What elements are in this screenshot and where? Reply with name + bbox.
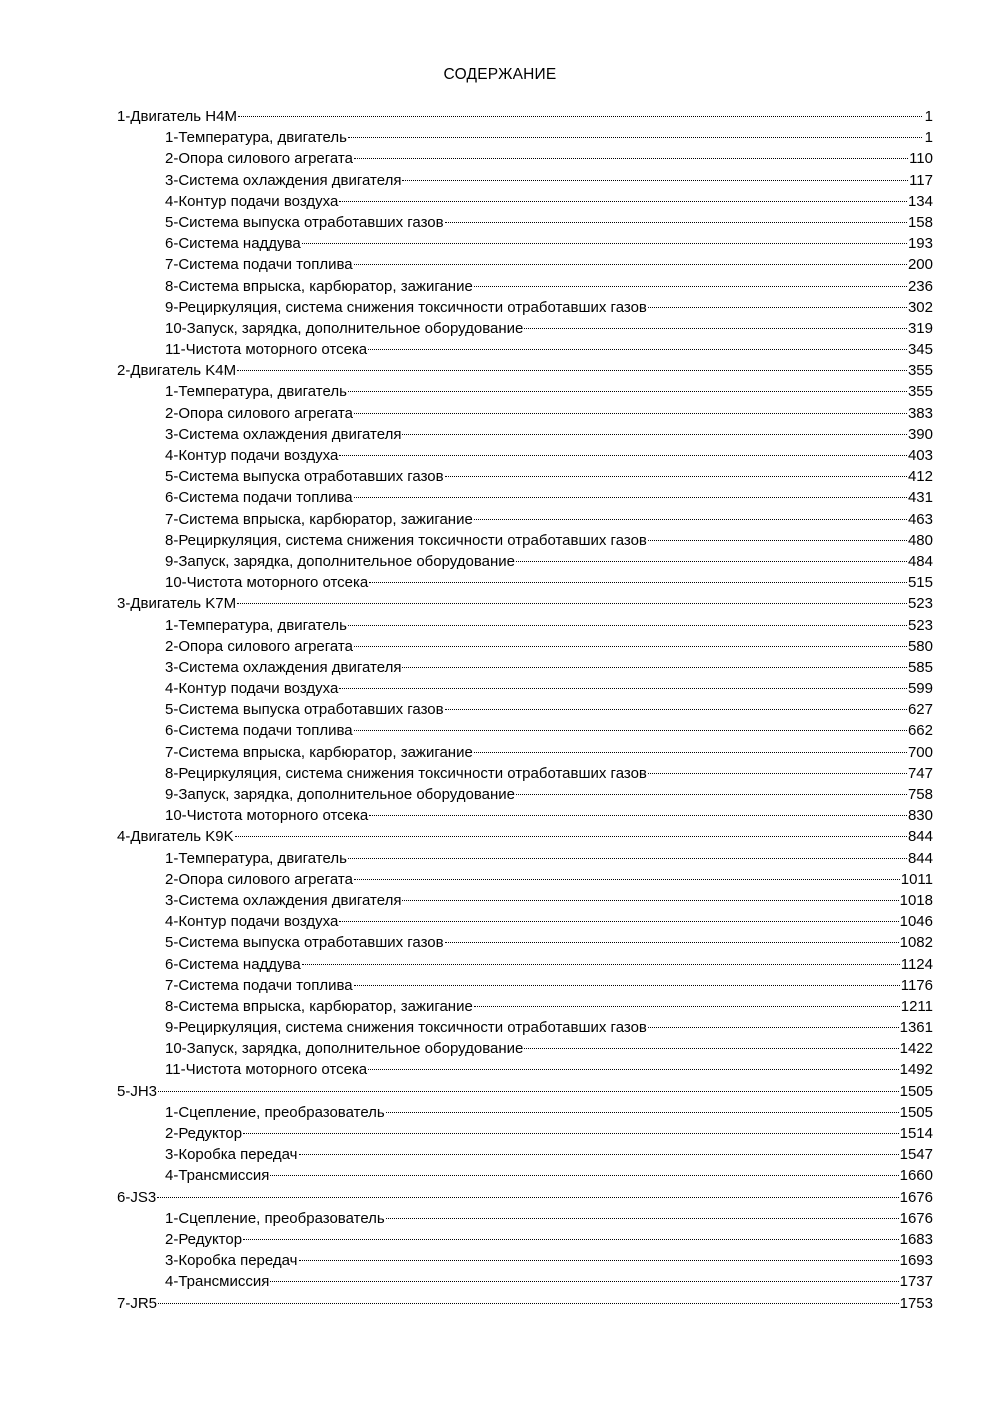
toc-subsection-entry[interactable] [117, 509, 933, 530]
toc-entry-label: 3-Коробка передач [165, 1252, 298, 1270]
dot-leader [402, 667, 907, 668]
toc-page-number: 345 [907, 341, 933, 359]
toc-page-number: 383 [907, 404, 933, 422]
toc-page-number: 830 [907, 807, 933, 825]
dot-leader [368, 349, 907, 350]
toc-page-number: 158 [907, 213, 933, 231]
dot-leader [648, 540, 907, 541]
dot-leader [474, 1006, 900, 1007]
dot-leader [474, 752, 907, 753]
toc-subsection-entry[interactable] [117, 381, 933, 402]
toc-page-number: 484 [907, 552, 933, 570]
toc-page-number: 431 [907, 489, 933, 507]
toc-page-number: 1660 [899, 1167, 933, 1185]
dot-leader [386, 1112, 899, 1113]
toc-entry-label: 5-JH3 [117, 1082, 158, 1100]
toc-subsection-entry[interactable] [117, 212, 933, 233]
dot-leader [516, 794, 907, 795]
toc-entry-label: 8-Рециркуляция, система снижения токсичности отработавших газов [165, 531, 647, 549]
toc-page-number: 1 [924, 129, 933, 147]
toc-page-number: 1176 [900, 976, 933, 994]
dot-leader [158, 1091, 899, 1092]
toc-subsection-entry[interactable] [117, 678, 933, 699]
toc-page-number: 480 [907, 531, 933, 549]
toc-entry-label: 7-JR5 [117, 1294, 158, 1312]
toc-entry-label: 5-Система выпуска отработавших газов [165, 468, 444, 486]
toc-subsection-entry[interactable] [117, 805, 933, 826]
toc-entry-label: 3-Система охлаждения двигателя [165, 658, 402, 676]
toc-page-number: 319 [907, 319, 933, 337]
toc-page-number: 1514 [899, 1125, 933, 1142]
toc-entry-label: 1-Температура, двигатель [165, 129, 347, 147]
dot-leader [302, 243, 907, 244]
dot-leader [369, 582, 907, 583]
toc-page-number: 580 [907, 637, 933, 655]
toc-entry-label: 2-Опора силового агрегата [165, 150, 353, 168]
toc-entry-label: 9-Рециркуляция, система снижения токсичности отработавших газов [165, 298, 647, 316]
toc-page-number: 1082 [899, 934, 933, 952]
toc-subsection-entry[interactable] [117, 1102, 933, 1123]
toc-chapter-entry[interactable] [117, 106, 933, 127]
dot-leader [368, 1069, 898, 1070]
dot-leader [339, 455, 907, 456]
toc-entry-label: 10-Запуск, зарядка, дополнительное оборудование [165, 319, 524, 337]
toc-subsection-entry[interactable] [117, 1208, 933, 1229]
toc-subsection-entry[interactable] [117, 254, 933, 275]
toc-entry-label: 7-Система впрыска, карбюратор, зажигание [165, 743, 473, 761]
toc-page-number: 134 [907, 192, 933, 210]
dot-leader [354, 413, 907, 414]
dot-leader [339, 688, 907, 689]
toc-subsection-entry[interactable] [117, 445, 933, 466]
toc-entry-label: 9-Запуск, зарядка, дополнительное оборудование [165, 786, 516, 803]
toc-page-number: 1211 [900, 997, 933, 1015]
toc-entry-label: 8-Система впрыска, карбюратор, зажигание [165, 997, 473, 1015]
toc-page-number: 1046 [899, 913, 933, 931]
toc-page-number: 1693 [899, 1252, 933, 1270]
dot-leader [348, 391, 907, 392]
dot-leader [354, 497, 907, 498]
toc-entry-label: 4-Контур подачи воздуха [165, 447, 339, 464]
toc-page-number: 355 [907, 362, 933, 380]
toc-page-number: 200 [907, 256, 933, 274]
dot-leader [524, 328, 907, 329]
dot-leader [238, 116, 922, 117]
dot-leader [237, 370, 907, 371]
toc-page-number: 1737 [899, 1273, 933, 1291]
toc-subsection-entry[interactable] [117, 1038, 933, 1059]
dot-leader [474, 519, 907, 520]
toc-entry-label: 5-Система выпуска отработавших газов [165, 934, 444, 952]
toc-entry-label: 1-Двигатель H4M [117, 108, 237, 125]
toc-entry-label: 10-Чистота моторного отсека [165, 574, 369, 592]
toc-chapter-entry[interactable] [117, 1187, 933, 1208]
toc-entry-label: 2-Двигатель K4M [117, 362, 237, 380]
toc-subsection-entry[interactable] [117, 699, 933, 720]
dot-leader [516, 561, 907, 562]
toc-page-number: 412 [907, 468, 933, 486]
toc-subsection-entry[interactable] [117, 1165, 933, 1186]
toc-entry-label: 1-Сцепление, преобразователь [165, 1209, 385, 1227]
dot-leader [348, 625, 907, 626]
toc-entry-label: 2-Редуктор [165, 1125, 243, 1142]
toc-subsection-entry[interactable] [117, 297, 933, 318]
toc-subsection-entry[interactable] [117, 276, 933, 297]
toc-entry-label: 3-Система охлаждения двигателя [165, 891, 402, 909]
toc-page-number: 117 [909, 171, 933, 189]
toc-page-number: 110 [909, 150, 933, 168]
dot-leader [354, 985, 900, 986]
toc-page-number: 627 [907, 701, 933, 719]
toc-entry-label: 2-Опора силового агрегата [165, 870, 353, 888]
toc-subsection-entry[interactable] [117, 1271, 933, 1292]
toc-subsection-entry[interactable] [117, 403, 933, 424]
toc-page-number: 1547 [899, 1146, 933, 1164]
dot-leader [299, 1154, 899, 1155]
toc-chapter-entry[interactable] [117, 1293, 933, 1314]
toc-entry-label: 9-Рециркуляция, система снижения токсичности отработавших газов [165, 1019, 647, 1037]
toc-subsection-entry[interactable] [117, 784, 933, 805]
toc-subsection-entry[interactable] [117, 636, 933, 657]
dot-leader [369, 815, 907, 816]
dot-leader [299, 1260, 899, 1261]
toc-chapter-entry[interactable] [117, 360, 933, 381]
toc-entry-label: 3-Двигатель K7M [117, 595, 237, 613]
toc-entry-label: 4-Трансмиссия [165, 1273, 270, 1291]
toc-entry-label: 7-Система подачи топлива [165, 976, 353, 994]
toc-entry-label: 4-Контур подачи воздуха [165, 680, 339, 698]
toc-entry-label: 5-Система выпуска отработавших газов [165, 213, 444, 231]
toc-entry-label: 9-Запуск, зарядка, дополнительное оборудование [165, 552, 516, 570]
dot-leader [648, 1027, 899, 1028]
toc-page-number: 1676 [899, 1209, 933, 1227]
toc-page-number: 1753 [899, 1294, 933, 1312]
toc-page-number: 1683 [899, 1230, 933, 1248]
dot-leader [445, 222, 907, 223]
toc-subsection-entry[interactable] [117, 1123, 933, 1144]
toc-page-number: 463 [907, 510, 933, 528]
dot-leader [445, 709, 907, 710]
toc-subsection-entry[interactable] [117, 466, 933, 487]
toc-subsection-entry[interactable] [117, 551, 933, 572]
toc-entry-label: 10-Запуск, зарядка, дополнительное оборудование [165, 1040, 524, 1058]
dot-leader [339, 201, 907, 202]
toc-entry-label: 6-Система наддува [165, 235, 301, 253]
toc-subsection-entry[interactable] [117, 911, 933, 932]
toc-entry-label: 7-Система подачи топлива [165, 256, 353, 274]
toc-entry-label: 4-Двигатель K9K [117, 828, 234, 846]
toc-page-number: 844 [907, 828, 933, 846]
toc-subsection-entry[interactable] [117, 530, 933, 551]
toc-chapter-entry[interactable] [117, 826, 933, 847]
toc-page-number: 585 [907, 658, 933, 676]
toc-subsection-entry[interactable] [117, 975, 933, 996]
dot-leader [402, 900, 898, 901]
toc-entry-label: 2-Опора силового агрегата [165, 404, 353, 422]
toc-page-number: 1124 [900, 955, 933, 973]
toc-subsection-entry[interactable] [117, 848, 933, 869]
toc-entry-label: 3-Система охлаждения двигателя [165, 425, 402, 443]
toc-entry-label: 11-Чистота моторного отсека [165, 1061, 368, 1079]
toc-subsection-entry[interactable] [117, 1059, 933, 1080]
toc-subsection-entry[interactable] [117, 233, 933, 254]
toc-subsection-entry[interactable] [117, 657, 933, 678]
toc-entry-label: 4-Контур подачи воздуха [165, 913, 339, 931]
toc-page-number: 390 [907, 425, 933, 443]
dot-leader [243, 1133, 899, 1134]
toc-entry-label: 2-Опора силового агрегата [165, 637, 353, 655]
dot-leader [348, 858, 907, 859]
dot-leader [354, 879, 900, 880]
toc-page-number: 236 [907, 277, 933, 295]
toc-subsection-entry[interactable] [117, 615, 933, 636]
toc-page-number: 758 [907, 786, 933, 803]
toc-entry-label: 1-Температура, двигатель [165, 616, 347, 634]
table-of-contents [117, 106, 933, 1314]
toc-page-number: 515 [907, 574, 933, 592]
toc-subsection-entry[interactable] [117, 954, 933, 975]
dot-leader [243, 1239, 899, 1240]
toc-subsection-entry[interactable] [117, 763, 933, 784]
toc-subsection-entry[interactable] [117, 1229, 933, 1250]
toc-chapter-entry[interactable] [117, 1081, 933, 1102]
dot-leader [524, 1048, 898, 1049]
dot-leader [270, 1281, 898, 1282]
toc-entry-label: 1-Температура, двигатель [165, 383, 347, 401]
toc-subsection-entry[interactable] [117, 1250, 933, 1271]
dot-leader [445, 476, 907, 477]
toc-entry-label: 4-Контур подачи воздуха [165, 192, 339, 210]
dot-leader [339, 921, 898, 922]
toc-subsection-entry[interactable] [117, 339, 933, 360]
dot-leader [445, 942, 899, 943]
toc-entry-label: 6-Система подачи топлива [165, 489, 353, 507]
toc-page-number: 1676 [899, 1188, 933, 1206]
toc-page-number: 1505 [899, 1103, 933, 1121]
dot-leader [354, 158, 908, 159]
toc-subsection-entry[interactable] [117, 932, 933, 953]
toc-subsection-entry[interactable] [117, 572, 933, 593]
dot-leader [474, 286, 907, 287]
toc-subsection-entry[interactable] [117, 742, 933, 763]
toc-subsection-entry[interactable] [117, 890, 933, 911]
toc-subsection-entry[interactable] [117, 1144, 933, 1165]
toc-entry-label: 3-Коробка передач [165, 1146, 298, 1164]
toc-entry-label: 1-Температура, двигатель [165, 849, 347, 867]
toc-page-number: 599 [907, 680, 933, 698]
toc-page-number: 844 [907, 849, 933, 867]
dot-leader [648, 773, 907, 774]
toc-entry-label: 11-Чистота моторного отсека [165, 341, 368, 359]
dot-leader [402, 434, 907, 435]
toc-page-number: 747 [907, 764, 933, 782]
toc-subsection-entry[interactable] [117, 148, 933, 169]
toc-page-number: 523 [907, 595, 933, 613]
toc-page-number: 193 [907, 235, 933, 253]
toc-subsection-entry[interactable] [117, 424, 933, 445]
toc-page-number: 1018 [899, 891, 933, 909]
dot-leader [348, 137, 922, 138]
toc-page-number: 1422 [899, 1040, 933, 1058]
toc-subsection-entry[interactable] [117, 191, 933, 212]
page-title: СОДЕРЖАНИЕ [443, 66, 557, 83]
toc-subsection-entry[interactable] [117, 996, 933, 1017]
toc-subsection-entry[interactable] [117, 720, 933, 741]
toc-entry-label: 5-Система выпуска отработавших газов [165, 701, 444, 719]
toc-subsection-entry[interactable] [117, 127, 933, 148]
dot-leader [354, 264, 907, 265]
dot-leader [354, 730, 907, 731]
dot-leader [157, 1197, 898, 1198]
toc-page-number: 523 [907, 616, 933, 634]
toc-page-number: 1505 [899, 1082, 933, 1100]
dot-leader [237, 603, 907, 604]
toc-chapter-entry[interactable] [117, 593, 933, 614]
toc-subsection-entry[interactable] [117, 170, 933, 191]
toc-entry-label: 8-Рециркуляция, система снижения токсичности отработавших газов [165, 764, 647, 782]
toc-subsection-entry[interactable] [117, 869, 933, 890]
toc-page-number: 1 [924, 108, 933, 125]
dot-leader [158, 1303, 899, 1304]
toc-subsection-entry[interactable] [117, 318, 933, 339]
toc-entry-label: 6-JS3 [117, 1188, 157, 1206]
dot-leader [354, 646, 907, 647]
toc-page-number: 355 [907, 383, 933, 401]
dot-leader [302, 964, 900, 965]
dot-leader [402, 180, 908, 181]
toc-subsection-entry[interactable] [117, 1017, 933, 1038]
toc-entry-label: 4-Трансмиссия [165, 1167, 270, 1185]
toc-page-number: 403 [907, 447, 933, 464]
dot-leader [648, 307, 907, 308]
toc-page-number: 1011 [900, 870, 933, 888]
toc-entry-label: 8-Система впрыска, карбюратор, зажигание [165, 277, 473, 295]
toc-page-number: 302 [907, 298, 933, 316]
dot-leader [235, 836, 907, 837]
toc-page-number: 1361 [899, 1019, 933, 1037]
toc-entry-label: 3-Система охлаждения двигателя [165, 171, 402, 189]
toc-entry-label: 6-Система наддува [165, 955, 301, 973]
dot-leader [270, 1175, 898, 1176]
toc-entry-label: 10-Чистота моторного отсека [165, 807, 369, 825]
toc-entry-label: 1-Сцепление, преобразователь [165, 1103, 385, 1121]
dot-leader [386, 1218, 899, 1219]
toc-page-number: 1492 [899, 1061, 933, 1079]
toc-page-number: 662 [907, 722, 933, 740]
toc-entry-label: 6-Система подачи топлива [165, 722, 353, 740]
toc-page-number: 700 [907, 743, 933, 761]
toc-entry-label: 2-Редуктор [165, 1230, 243, 1248]
toc-entry-label: 7-Система впрыска, карбюратор, зажигание [165, 510, 473, 528]
toc-subsection-entry[interactable] [117, 487, 933, 508]
